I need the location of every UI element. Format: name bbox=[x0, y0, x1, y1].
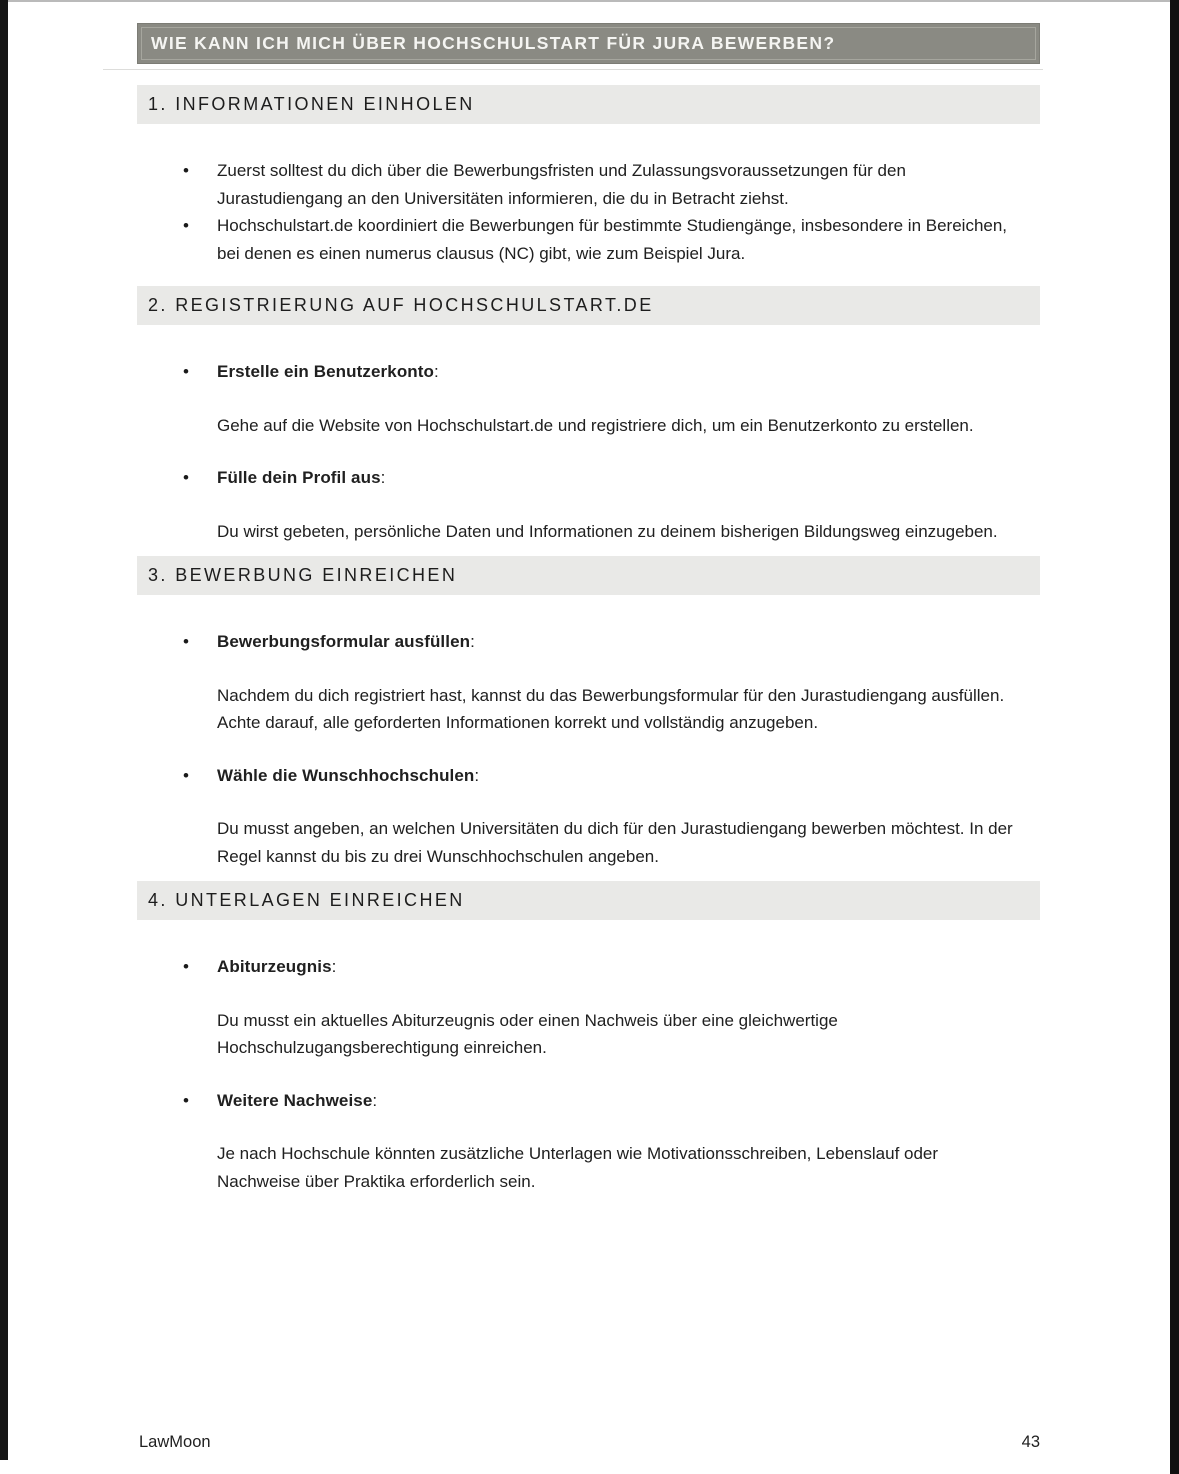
entry-abiturzeugnis bbox=[137, 953, 1040, 1062]
entry-label-text: Erstelle ein Benutzerkonto bbox=[217, 362, 435, 381]
page-title: WIE KANN ICH MICH ÜBER HOCHSCHULSTART FÜR JURA BEWERBEN? bbox=[151, 33, 836, 53]
entry-label-colon: : bbox=[474, 765, 480, 785]
entry-weitere-nachweise bbox=[137, 1087, 1040, 1196]
entry-body: Nachdem du dich registriert hast, kannst du das Bewerbungsformular für den Jurastudiengang ausfüllen. Achte darauf, alle geforderten Informationen korrekt und vollständig anzugeben. bbox=[217, 685, 1005, 732]
section-heading: 3. BEWERBUNG EINREICHEN bbox=[148, 565, 458, 585]
entry-profil bbox=[137, 464, 1040, 545]
section-heading: 4. UNTERLAGEN EINREICHEN bbox=[148, 890, 465, 910]
section-informationen-einholen bbox=[137, 85, 1040, 267]
page-content bbox=[137, 23, 1040, 1206]
entry-label-colon: : bbox=[434, 362, 439, 381]
entry-body: Gehe auf die Website von Hochschulstart.de und registriere dich, um ein Benutzerkonto zu erstellen. bbox=[217, 415, 974, 435]
section-heading-bar bbox=[137, 881, 1040, 920]
entry-label-colon: : bbox=[380, 468, 386, 487]
entry-label bbox=[137, 1087, 1040, 1115]
entry-label bbox=[137, 762, 1040, 790]
section-registrierung bbox=[137, 286, 1040, 545]
page-footer bbox=[139, 1433, 1040, 1452]
entry-label-text: Abiturzeugnis bbox=[217, 957, 332, 976]
entry-benutzerkonto bbox=[137, 358, 1040, 439]
entry-body: Je nach Hochschule könnten zusätzliche Unterlagen wie Motivationsschreiben, Lebenslauf oder Nachweise über Praktika erforderlich sein. bbox=[217, 1144, 939, 1191]
footer-brand: LawMoon bbox=[139, 1433, 211, 1451]
section-bewerbung-einreichen bbox=[137, 556, 1040, 870]
entry-label bbox=[137, 953, 1040, 981]
entry-wunschhochschulen bbox=[137, 762, 1040, 871]
entry-label-text: Wähle die Wunschhochschulen bbox=[217, 765, 475, 785]
footer-page-number: 43 bbox=[1021, 1433, 1040, 1451]
title-banner bbox=[137, 23, 1040, 64]
entry-label-text: Weitere Nachweise bbox=[217, 1090, 373, 1110]
entry-label-colon: : bbox=[331, 957, 337, 976]
right-edge-bar bbox=[1170, 0, 1179, 1474]
section-heading-bar bbox=[137, 286, 1040, 325]
section-unterlagen-einreichen bbox=[137, 881, 1040, 1195]
entry-label bbox=[137, 358, 1040, 386]
section-heading: 1. INFORMATIONEN EINHOLEN bbox=[148, 94, 475, 114]
section-heading: 2. REGISTRIERUNG AUF HOCHSCHULSTART.DE bbox=[148, 295, 654, 315]
entry-label bbox=[137, 464, 1040, 492]
left-edge-bar bbox=[0, 0, 8, 1460]
entry-label-text: Fülle dein Profil aus bbox=[217, 468, 381, 487]
entry-label-colon: : bbox=[470, 632, 475, 651]
list-item: • Hochschulstart.de koordiniert die Bewerbungen für bestimmte Studiengänge, insbesondere in Bereichen, bei denen es einen numerus clausus (NC) gibt, wie zum Beispiel Jura. bbox=[137, 212, 1022, 267]
list-item: • Zuerst solltest du dich über die Bewerbungsfristen und Zulassungsvoraussetzungen für den Jurastudiengang an den Universitäten informieren, die du in Betracht ziehst. bbox=[137, 157, 1022, 212]
entry-label bbox=[137, 628, 1040, 656]
bullet-list bbox=[137, 157, 1040, 267]
top-edge-line bbox=[0, 0, 1179, 2]
entry-body: Du musst ein aktuelles Abiturzeugnis oder einen Nachweis über eine gleichwertige Hochschulzugangsberechtigung einreichen. bbox=[217, 1010, 838, 1057]
entry-bewerbungsformular bbox=[137, 628, 1040, 737]
entry-label-text: Bewerbungsformular ausfüllen bbox=[217, 632, 471, 651]
section-heading-bar bbox=[137, 85, 1040, 124]
entry-body: Du wirst gebeten, persönliche Daten und Informationen zu deinem bisherigen Bildungsweg einzugeben. bbox=[217, 521, 998, 541]
entry-body: Du musst angeben, an welchen Universitäten du dich für den Jurastudiengang bewerben möchtest. In der Regel kannst du bis zu drei Wunschhochschulen angeben. bbox=[217, 819, 1013, 866]
section-heading-bar bbox=[137, 556, 1040, 595]
entry-label-colon: : bbox=[372, 1090, 378, 1110]
